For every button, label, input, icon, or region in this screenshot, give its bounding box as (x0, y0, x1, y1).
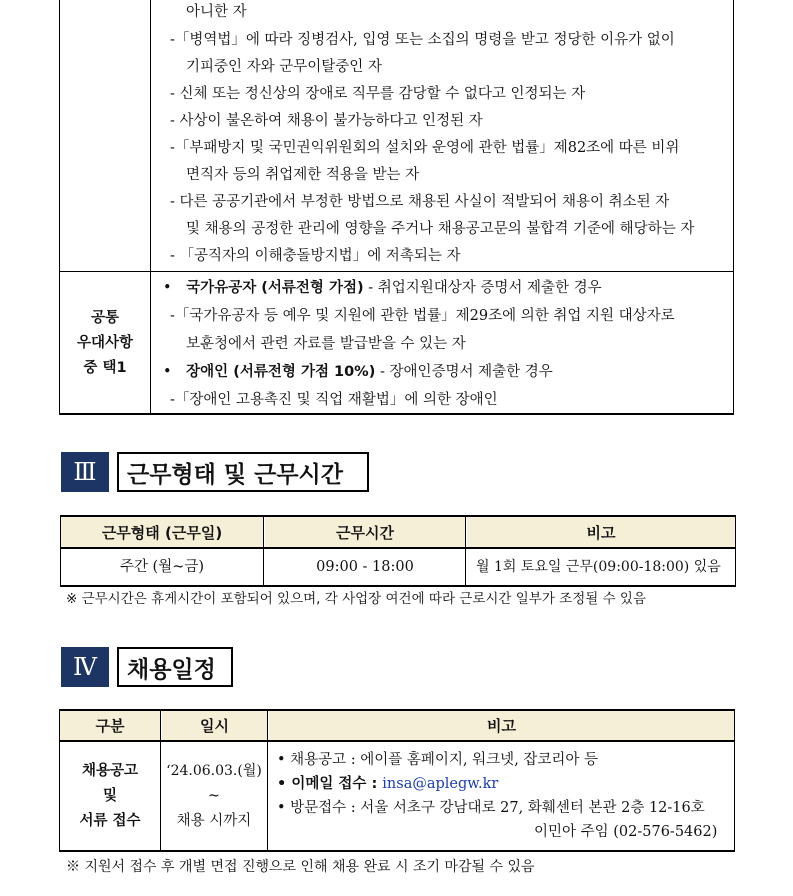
disabled-rest: - 장애인증명서 제출한 경우 (375, 364, 553, 380)
table1-col-divider (150, 0, 151, 414)
table1-row-divider (59, 271, 734, 272)
pref-label-line: 공통 (90, 310, 119, 326)
disq-line: - 다른 공공기관에서 부정한 방법으로 채용된 사실이 적발되어 채용이 취소된 자 (170, 194, 670, 210)
category-line: 서류 접수 (79, 813, 141, 829)
disq-line: - 사상이 불온하여 채용이 불가능하다고 인정된 자 (170, 113, 483, 129)
disq-line: - 「공직자의 이해충돌방지법」에 저촉되는 자 (170, 248, 461, 264)
disq-line: -「부패방지 및 국민권익위원회의 설치와 운영에 관한 법률」제82조에 따른 비위 (170, 140, 680, 156)
disq-line: 및 채용의 공정한 관리에 영향을 주거나 채용공고문의 불합격 기준에 해당하는 자 (186, 221, 695, 237)
remark-line: • 채용공고 : 에이플 홈페이지, 워크넷, 잡코리아 등 (277, 752, 599, 768)
table4-divider (267, 709, 268, 852)
section3-number: Ⅲ (61, 452, 109, 492)
pref-label-line: 중 택1 (83, 360, 127, 376)
work-hours-note: ※ 근무시간은 휴게시간이 포함되어 있으며, 각 사업장 여건에 따라 근로시간 일부가 조정될 수 있음 (66, 591, 646, 607)
table3-right-border (735, 515, 736, 587)
remark-line: • 방문접수 : 서울 서초구 강남대로 27, 화훼센터 본관 2층 12-16호 (277, 800, 705, 816)
col-header-work-type: 근무형태 (근무일) (61, 517, 263, 547)
date-line: ~ (207, 788, 221, 804)
table3-bottom-border (60, 585, 736, 587)
bullet: • (163, 280, 172, 296)
veteran-sub: 보훈청에서 관련 자료를 발급받을 수 있는 자 (186, 336, 466, 352)
veteran-rest: - 취업지원대상자 증명서 제출한 경우 (363, 280, 602, 296)
disq-line: 면직자 등의 취업제한 적용을 받는 자 (186, 167, 420, 183)
pref-label-line: 우대사항 (76, 335, 134, 351)
cell-work-hours: 09:00 - 18:00 (316, 559, 414, 575)
section3-title: 근무형태 및 근무시간 (117, 452, 369, 492)
table4-right-border (734, 709, 735, 852)
cell-work-type: 주간 (월~금) (119, 559, 205, 575)
category-line: 및 (102, 788, 117, 804)
col-header-remarks: 비고 (467, 517, 735, 547)
email-label: • 이메일 접수 : (277, 776, 383, 792)
disq-line: -「병역법」에 따라 징병검사, 입영 또는 소집의 명령을 받고 정당한 이유가 없이 (170, 32, 675, 48)
disq-line: - 신체 또는 정신상의 장애로 직무를 감당할 수 없다고 인정되는 자 (170, 86, 586, 102)
col-header-remarks: 비고 (269, 711, 734, 740)
col-header-work-hours: 근무시간 (265, 517, 465, 547)
veteran-sub: -「국가유공자 등 예우 및 지원에 관한 법률」제29조에 의한 취업 지원 대상자로 (170, 308, 675, 324)
schedule-note: ※ 지원서 접수 후 개별 면접 진행으로 인해 채용 완료 시 조기 마감될 수 있음 (66, 859, 535, 875)
table3-divider (465, 515, 466, 587)
section4-title: 채용일정 (117, 647, 233, 687)
veteran-item (163, 278, 602, 298)
disq-line: 아니한 자 (186, 4, 247, 20)
remark-line: 이민아 주임 (02-576-5462) (534, 824, 718, 840)
disq-line: 기피중인 자와 군무이탈중인 자 (186, 59, 382, 75)
category-line: 채용공고 (81, 763, 139, 779)
veteran-bold: 국가유공자 (서류전형 가점) (186, 280, 364, 296)
cell-remarks: 월 1회 토요일 근무(09:00-18:00) 있음 (476, 559, 721, 575)
date-line: ‘24.06.03.(월) (166, 763, 262, 779)
disabled-item (163, 362, 553, 382)
email-link[interactable]: insa@aplegw.kr (382, 776, 499, 792)
col-header-date: 일시 (162, 711, 267, 740)
table3-header-border (60, 547, 736, 549)
col-header-category: 구분 (60, 711, 160, 740)
table1-bottom-border (59, 413, 734, 415)
date-line: 채용 시까지 (176, 813, 252, 829)
table3-divider (263, 515, 264, 587)
disabled-sub: -「장애인 고용촉진 및 직업 재활법」에 의한 장애인 (170, 392, 498, 408)
remark-email (277, 774, 498, 794)
table1-right-border (733, 0, 734, 414)
bullet: • (163, 364, 172, 380)
disabled-bold: 장애인 (서류전형 가점 10%) (186, 364, 376, 380)
section4-number: Ⅳ (61, 647, 109, 687)
